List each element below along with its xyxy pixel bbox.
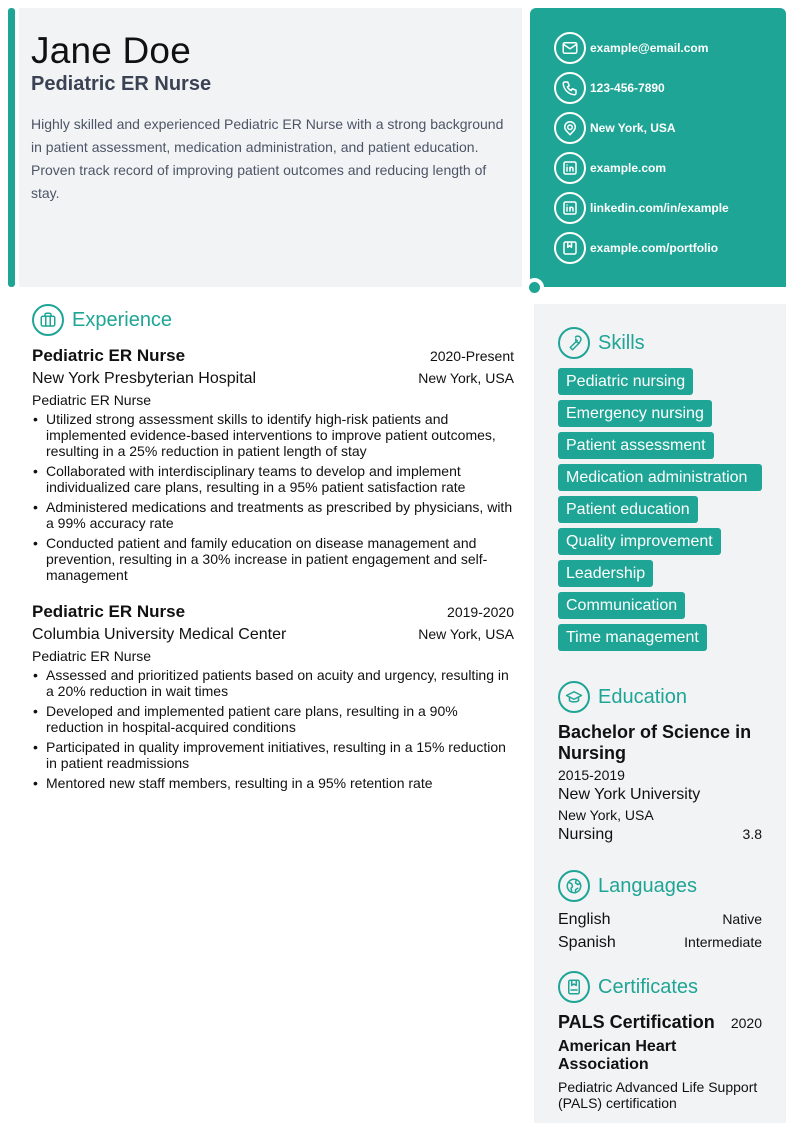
education-title: Education [598,685,687,708]
edu-school: New York University [558,786,701,803]
contact-linkedin-text: linkedin.com/in/example [590,201,729,215]
education-entry [558,722,762,844]
briefcase-icon [32,304,64,336]
edu-date: 2015-2019 [558,767,625,783]
language-level: Native [722,911,762,927]
map-pin-icon [554,112,586,144]
list-item: • Utilized strong assessment skills to identify high-risk patients and implemented evidence-based interventions to improve patient outcomes, resulting in a 25% reduction in patient length of stay [32,411,514,459]
cert-name: PALS Certification [558,1012,715,1032]
graduation-cap-icon [558,681,590,713]
job-location: New York, USA [418,370,514,386]
skill-chip: Patient education [558,496,698,523]
skill-chip: Quality improvement [558,528,721,555]
job-date: 2019-2020 [447,604,514,620]
list-item: • Collaborated with interdisciplinary teams to develop and implement individualized care plans, resulting in a 95% patient satisfaction rate [32,463,514,495]
skills-heading [558,327,645,359]
job-bullets [32,667,514,791]
contact-email-text: example@email.com [590,41,709,55]
list-item: • Conducted patient and family education on disease management and prevention, resulting in a 30% increase in patient engagement and self-management [32,535,514,583]
skill-chip: Emergency nursing [558,400,712,427]
language-row [558,934,762,952]
linkedin-icon [554,152,586,184]
phone-icon [554,72,586,104]
language-name: Spanish [558,934,616,951]
edu-degree: Bachelor of Science in Nursing [558,722,752,763]
cert-desc: Pediatric Advanced Life Support (PALS) certification [558,1079,758,1111]
linkedin-icon [554,192,586,224]
list-item: • Assessed and prioritized patients based on acuity and urgency, resulting in a 20% reduction in wait times [32,667,514,699]
list-item: • Mentored new staff members, resulting in a 95% retention rate [32,775,514,791]
decorative-dot [525,278,544,297]
skill-chip: Pediatric nursing [558,368,693,395]
contact-panel [530,8,786,287]
cert-date: 2020 [730,1015,762,1031]
education-heading [558,681,687,713]
certificate-entry [558,1012,762,1111]
skill-chip: Leadership [558,560,653,587]
skill-chip: Communication [558,592,685,619]
contact-website-text: example.com [590,161,667,175]
edu-field: Nursing [558,826,614,843]
edu-location: New York, USA [558,807,654,823]
languages-title: Languages [598,874,697,897]
skill-chip: Medication administration [558,464,762,491]
portfolio-icon [554,232,586,264]
globe-icon [558,870,590,902]
skills-list [558,368,768,656]
job-title: Pediatric ER Nurse [32,602,186,621]
skills-title: Skills [598,331,645,354]
skill-chip: Patient assessment [558,432,714,459]
languages-heading [558,870,697,902]
job-date: 2020-Present [429,348,514,364]
contact-linkedin[interactable] [554,192,729,224]
candidate-name: Jane Doe [31,30,191,71]
header-panel [19,8,522,287]
contact-email[interactable] [554,32,708,64]
language-name: English [558,911,611,928]
contact-location-text: New York, USA [590,121,676,135]
certificates-heading [558,971,698,1003]
cert-org: American Heart Association [558,1038,677,1073]
contact-portfolio-text: example.com/portfolio [590,241,719,255]
summary-text: Highly skilled and experienced Pediatric ER Nurse with a strong background in patient assessment, medication administration, and patient education. Proven track record of improving patient outcomes and reducing length of stay. [31,116,504,201]
experience-title: Experience [72,308,173,331]
list-item: • Developed and implemented patient care plans, resulting in a 90% reduction in hospital-acquired conditions [32,703,514,735]
language-row [558,911,762,929]
experience-heading [32,304,172,336]
contact-location [554,112,676,144]
list-item: • Administered medications and treatments as prescribed by physicians, with a 99% accuracy rate [32,499,514,531]
contact-phone-text: 123-456-7890 [590,81,665,95]
job-subrole: Pediatric ER Nurse [32,392,152,408]
edu-gpa: 3.8 [742,826,762,842]
certificate-icon [558,971,590,1003]
language-level: Intermediate [684,934,762,950]
contact-portfolio[interactable] [554,232,718,264]
job-entry-2 [32,602,514,795]
job-company: Columbia University Medical Center [32,626,287,643]
certificates-title: Certificates [598,975,699,998]
contact-phone[interactable] [554,72,665,104]
job-location: New York, USA [418,626,514,642]
wrench-icon [558,327,590,359]
mail-icon [554,32,586,64]
job-subrole: Pediatric ER Nurse [32,648,152,664]
contact-website[interactable] [554,152,666,184]
accent-bar [8,8,15,287]
candidate-role: Pediatric ER Nurse [31,73,212,95]
list-item: • Participated in quality improvement initiatives, resulting in a 15% reduction in patient readmissions [32,739,514,771]
job-company: New York Presbyterian Hospital [32,370,257,387]
skill-chip: Time management [558,624,707,651]
job-title: Pediatric ER Nurse [32,346,186,365]
job-entry-1 [32,346,514,587]
job-bullets [32,411,514,583]
